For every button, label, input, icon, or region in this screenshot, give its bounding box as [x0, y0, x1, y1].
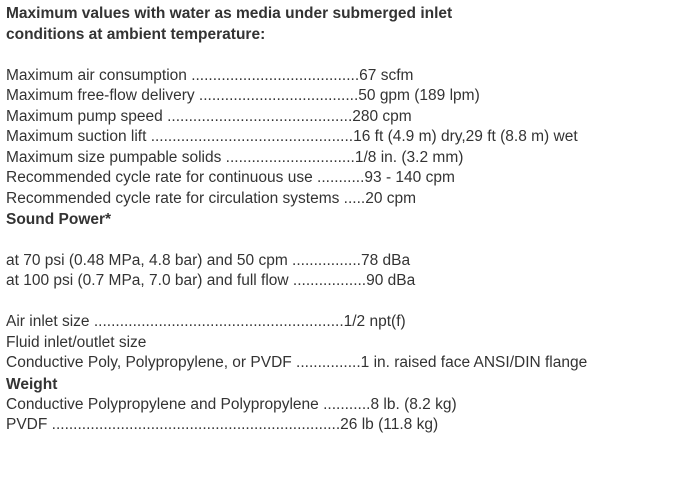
- weight-heading: Weight: [6, 375, 58, 393]
- spec-title-line: conditions at ambient temperature:: [6, 26, 266, 43]
- spec-document: [6, 0, 696, 436]
- spec-line-suction-lift: Maximum suction lift ...............................................16 ft (4.9 m) dry,29 ft (8.8 m) wet: [6, 128, 578, 145]
- spec-line-free-flow: Maximum free-flow delivery .....................................50 gpm (189 lpm): [6, 87, 480, 104]
- weight-line-pvdf: PVDF ...................................................................26 lb (11.8 kg): [6, 416, 439, 433]
- spacer: [6, 45, 696, 66]
- air-inlet-line: Air inlet size ..........................................................1/2 npt(f): [6, 313, 406, 330]
- spacer: [6, 230, 696, 251]
- spec-line-solids: Maximum size pumpable solids ..............................1/8 in. (3.2 mm): [6, 148, 464, 166]
- sound-line-100psi: at 100 psi (0.7 MPa, 7.0 bar) and full flow .................90 dBa: [6, 272, 416, 289]
- spec-line-cycle-continuous: Recommended cycle rate for continuous use ...........93 - 140 cpm: [6, 169, 455, 186]
- fluid-inlet-label: Fluid inlet/outlet size: [6, 333, 147, 351]
- spec-title: [6, 3, 696, 45]
- sound-power-heading: Sound Power*: [6, 211, 112, 228]
- sound-line-70psi: at 70 psi (0.48 MPa, 4.8 bar) and 50 cpm ................78 dBa: [6, 251, 411, 269]
- spacer: [6, 292, 696, 313]
- spec-line-air-consumption: Maximum air consumption .......................................67 scfm: [6, 66, 414, 84]
- weight-line-polypropylene: Conductive Polypropylene and Polypropylene ...........8 lb. (8.2 kg): [6, 395, 457, 413]
- spec-title-line: Maximum values with water as media under submerged inlet: [6, 5, 453, 22]
- fluid-inlet-value: Conductive Poly, Polypropylene, or PVDF ...............1 in. raised face ANSI/DIN flange: [6, 354, 588, 371]
- spec-line-pump-speed: Maximum pump speed ...........................................280 cpm: [6, 107, 412, 125]
- spec-line-cycle-circulation: Recommended cycle rate for circulation systems .....20 cpm: [6, 189, 417, 207]
- max-values-list: [6, 66, 696, 210]
